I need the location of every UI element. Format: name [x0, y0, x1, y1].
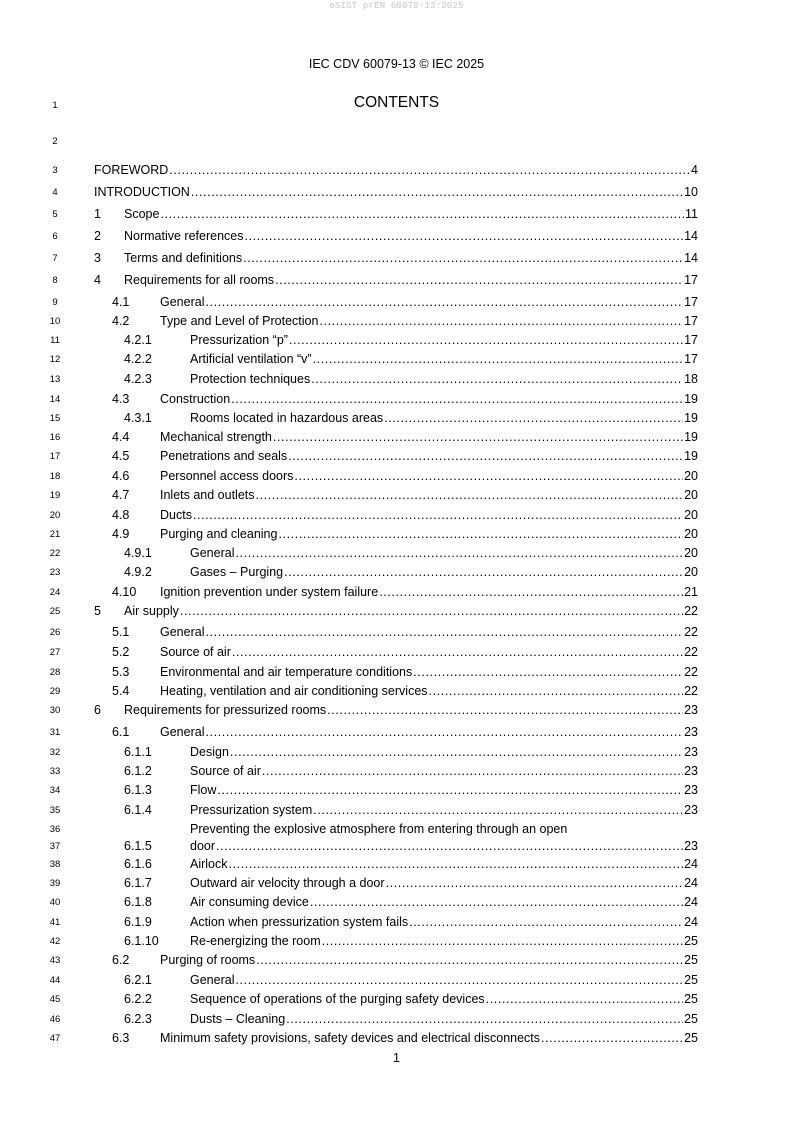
- line-number: 20: [49, 510, 61, 521]
- toc-entry-page: 20: [684, 469, 698, 483]
- dot-leader: [310, 894, 683, 910]
- toc-entry[interactable]: [94, 875, 698, 891]
- toc-entry-label: FOREWORD: [94, 163, 169, 177]
- toc-entry-page: 22: [684, 684, 698, 698]
- dot-leader: [319, 313, 683, 329]
- toc-entry-page: 22: [684, 604, 698, 618]
- toc-entry[interactable]: [94, 584, 698, 600]
- toc-entry-page: 23: [684, 839, 698, 853]
- toc-entry-label: Ignition prevention under system failure: [160, 585, 379, 599]
- toc-entry[interactable]: [94, 332, 698, 348]
- dot-leader: [216, 838, 683, 854]
- toc-entry-number: 3: [94, 251, 101, 265]
- toc-entry-page: 23: [684, 745, 698, 759]
- toc-entry-label: INTRODUCTION: [94, 185, 190, 199]
- line-number: 47: [49, 1033, 61, 1044]
- toc-entry-label: Gases – Purging: [190, 565, 284, 579]
- line-number: 45: [49, 994, 61, 1005]
- toc-entry-label: door: [190, 839, 216, 853]
- toc-entry-number: 6.1.10: [124, 934, 159, 948]
- toc-entry-page: 14: [684, 251, 698, 265]
- toc-entry-page: 20: [684, 527, 698, 541]
- toc-entry-label: Requirements for all rooms: [124, 273, 275, 287]
- dot-leader: [379, 584, 683, 600]
- toc-entry[interactable]: [94, 664, 698, 680]
- line-number: 25: [49, 606, 61, 617]
- toc-entry-label: Terms and definitions: [124, 251, 243, 265]
- line-number: 17: [49, 451, 61, 462]
- line-number: 22: [49, 548, 61, 559]
- dot-leader: [256, 487, 684, 503]
- toc-entry-page: 23: [684, 703, 698, 717]
- toc-entry-label: General: [160, 725, 205, 739]
- line-number: 1: [52, 100, 58, 111]
- toc-entry-number: 5.3: [112, 665, 130, 679]
- dot-leader: [160, 206, 684, 222]
- dot-leader: [429, 683, 684, 699]
- toc-entry-page: 23: [684, 725, 698, 739]
- toc-entry[interactable]: [94, 564, 698, 580]
- line-number: 29: [49, 686, 61, 697]
- toc-entry-number: 4.9.1: [124, 546, 152, 560]
- line-number: 44: [49, 975, 61, 986]
- dot-leader: [235, 545, 683, 561]
- toc-entry-number: 4: [94, 273, 101, 287]
- toc-entry-label: Protection techniques: [190, 372, 311, 386]
- line-number: 38: [49, 859, 61, 870]
- line-number: 8: [52, 275, 58, 286]
- dot-leader: [486, 991, 683, 1007]
- line-number: 39: [49, 878, 61, 889]
- toc-entry-number: 6.2.1: [124, 973, 152, 987]
- toc-entry[interactable]: [94, 972, 698, 988]
- line-number: 41: [49, 917, 61, 928]
- line-number: 15: [49, 413, 61, 424]
- line-number: 5: [52, 209, 58, 220]
- toc-entry[interactable]: [94, 526, 698, 542]
- line-number: 32: [49, 747, 61, 758]
- dot-leader: [273, 429, 683, 445]
- dot-leader: [294, 468, 683, 484]
- toc-entry-number: 6.3: [112, 1031, 130, 1045]
- toc-entry-page: 25: [684, 953, 698, 967]
- toc-entry-page: 22: [684, 665, 698, 679]
- line-number: 9: [52, 297, 58, 308]
- dot-leader: [384, 410, 683, 426]
- toc-entry[interactable]: [94, 952, 698, 968]
- toc-entry-number: 6.2: [112, 953, 130, 967]
- toc-entry-number: 6: [94, 703, 101, 717]
- toc-entry[interactable]: [94, 184, 698, 200]
- watermark: oSIST prEN 60079-13:2025: [329, 1, 464, 11]
- toc-entry-page: 17: [684, 333, 698, 347]
- toc-entry-number: 6.1.2: [124, 764, 152, 778]
- toc-entry[interactable]: [94, 507, 698, 523]
- toc-entry[interactable]: [94, 603, 698, 619]
- dot-leader: [169, 162, 690, 178]
- dot-leader: [386, 875, 684, 891]
- line-number: 31: [49, 727, 61, 738]
- toc-entry[interactable]: [94, 802, 698, 818]
- line-number: 26: [49, 627, 61, 638]
- line-number: 24: [49, 587, 61, 598]
- line-number: 46: [49, 1014, 61, 1025]
- toc-entry-label: Re-energizing the room: [190, 934, 321, 948]
- toc-entry-page: 20: [684, 546, 698, 560]
- page-title: CONTENTS: [353, 94, 440, 111]
- dot-leader: [289, 332, 683, 348]
- toc-entry[interactable]: [94, 644, 698, 660]
- toc-entry[interactable]: [94, 545, 698, 561]
- toc-entry-label: General: [160, 295, 205, 309]
- toc-entry-number: 4.2.2: [124, 352, 152, 366]
- line-number: 10: [49, 316, 61, 327]
- toc-entry-number: 6.1.7: [124, 876, 152, 890]
- dot-leader: [245, 228, 684, 244]
- toc-entry[interactable]: [94, 991, 698, 1007]
- line-number: 36: [49, 824, 61, 835]
- toc-entry-page: 25: [684, 973, 698, 987]
- toc-entry-page: 20: [684, 565, 698, 579]
- dot-leader: [217, 782, 683, 798]
- toc-entry[interactable]: [94, 1030, 698, 1046]
- dot-leader: [278, 526, 683, 542]
- toc-entry-number: 4.8: [112, 508, 130, 522]
- line-number: 23: [49, 567, 61, 578]
- toc-entry[interactable]: [94, 702, 698, 718]
- dot-leader: [230, 744, 683, 760]
- dot-leader: [231, 391, 683, 407]
- dot-leader: [235, 972, 683, 988]
- dot-leader: [327, 702, 683, 718]
- toc-entry[interactable]: [94, 782, 698, 798]
- line-number: 30: [49, 705, 61, 716]
- toc-entry-number: 6.1.1: [124, 745, 152, 759]
- line-number: 3: [52, 165, 58, 176]
- toc-entry[interactable]: [94, 914, 698, 930]
- toc-entry-number: 6.1.6: [124, 857, 152, 871]
- toc-entry-page: 17: [684, 352, 698, 366]
- toc-entry-number: 6.1.5: [124, 839, 152, 853]
- toc-entry-number: 4.9.2: [124, 565, 152, 579]
- toc-entry[interactable]: [94, 371, 698, 387]
- line-number: 6: [52, 231, 58, 242]
- line-number: 4: [52, 187, 58, 198]
- toc-entry-label: Normative references: [124, 229, 244, 243]
- toc-entry-page: 14: [684, 229, 698, 243]
- toc-entry-page: 19: [684, 430, 698, 444]
- toc-entry[interactable]: [94, 206, 698, 222]
- toc-entry-page: 25: [684, 1031, 698, 1045]
- toc-entry-label: Dusts – Cleaning: [190, 1012, 286, 1026]
- toc-entry[interactable]: [94, 294, 698, 310]
- toc-entry-number: 6.1.8: [124, 895, 152, 909]
- dot-leader: [229, 856, 684, 872]
- toc-entry-number: 4.2.1: [124, 333, 152, 347]
- dot-leader: [232, 644, 683, 660]
- line-number: 13: [49, 374, 61, 385]
- line-number: 2: [52, 136, 58, 147]
- toc-entry-page: 23: [684, 783, 698, 797]
- toc-entry-label: Purging and cleaning: [160, 527, 278, 541]
- toc-entry-number: 4.10: [112, 585, 137, 599]
- dot-leader: [541, 1030, 683, 1046]
- toc-entry-number: 4.3.1: [124, 411, 152, 425]
- toc-entry-label: General: [160, 625, 205, 639]
- toc-entry-label: Artificial ventilation “v”: [190, 352, 312, 366]
- toc-entry-number: 4.2.3: [124, 372, 152, 386]
- toc-entry-page: 24: [684, 857, 698, 871]
- toc-entry-page: 11: [685, 207, 698, 221]
- toc-entry-page: 20: [684, 488, 698, 502]
- toc-entry-page: 25: [684, 992, 698, 1006]
- dot-leader: [275, 272, 683, 288]
- toc-entry-label: Scope: [124, 207, 160, 221]
- dot-leader: [193, 507, 683, 523]
- line-number: 21: [49, 529, 61, 540]
- toc-entry-number: 4.6: [112, 469, 130, 483]
- page-number: 1: [393, 1051, 400, 1065]
- toc-entry-page: 23: [684, 764, 698, 778]
- toc-entry[interactable]: [94, 838, 698, 854]
- toc-entry[interactable]: [94, 228, 698, 244]
- toc-entry-label: Flow: [190, 783, 217, 797]
- toc-entry-label: Rooms located in hazardous areas: [190, 411, 384, 425]
- toc-entry-number: 4.2: [112, 314, 130, 328]
- toc-entry-label: Mechanical strength: [160, 430, 272, 444]
- toc-entry-number: 5.4: [112, 684, 130, 698]
- toc-entry-label: Pressurization “p”: [190, 333, 288, 347]
- toc-entry-number: 6.1.4: [124, 803, 152, 817]
- toc-entry[interactable]: [94, 410, 698, 426]
- toc-entry-number: 2: [94, 229, 101, 243]
- dot-leader: [191, 184, 683, 200]
- dot-leader: [313, 802, 683, 818]
- line-number: 34: [49, 785, 61, 796]
- toc-entry-label: Environmental and air temperature conditions: [160, 665, 413, 679]
- toc-entry-number: 6.2.3: [124, 1012, 152, 1026]
- line-number: 42: [49, 936, 61, 947]
- toc-entry-label: Personnel access doors: [160, 469, 294, 483]
- toc-entry[interactable]: [94, 894, 698, 910]
- toc-entry-number: 6.1.3: [124, 783, 152, 797]
- toc-entry-label: Air consuming device: [190, 895, 309, 909]
- dot-leader: [180, 603, 683, 619]
- line-number: 16: [49, 432, 61, 443]
- toc-entry-label: Airlock: [190, 857, 228, 871]
- line-number: 43: [49, 955, 61, 966]
- line-number: 7: [52, 253, 58, 264]
- toc-entry-page: 23: [684, 803, 698, 817]
- toc-entry-label: Penetrations and seals: [160, 449, 288, 463]
- dot-leader: [205, 624, 683, 640]
- toc-entry-label: Purging of rooms: [160, 953, 256, 967]
- toc-entry-wrapped-line: Preventing the explosive atmosphere from entering through an open: [190, 822, 568, 836]
- toc-entry[interactable]: [94, 1011, 698, 1027]
- toc-entry-label: General: [190, 973, 235, 987]
- toc-entry-number: 6.1: [112, 725, 130, 739]
- toc-entry[interactable]: [94, 313, 698, 329]
- toc-entry-label: Sequence of operations of the purging safety devices: [190, 992, 485, 1006]
- toc-entry-number: 5: [94, 604, 101, 618]
- toc-entry-label: Ducts: [160, 508, 192, 522]
- toc-entry-page: 24: [684, 895, 698, 909]
- toc-entry[interactable]: [94, 448, 698, 464]
- toc-entry-page: 22: [684, 625, 698, 639]
- toc-entry-number: 1: [94, 207, 101, 221]
- line-number: 11: [50, 335, 60, 346]
- dot-leader: [311, 371, 683, 387]
- toc-entry[interactable]: [94, 683, 698, 699]
- toc-entry-number: 5.2: [112, 645, 130, 659]
- line-number: 18: [49, 471, 61, 482]
- toc-entry[interactable]: [94, 856, 698, 872]
- toc-entry-page: 17: [684, 273, 698, 287]
- toc-entry-page: 24: [684, 915, 698, 929]
- toc-entry-page: 25: [684, 934, 698, 948]
- toc-entry-page: 17: [684, 314, 698, 328]
- toc-entry-label: General: [190, 546, 235, 560]
- toc-entry-label: Action when pressurization system fails: [190, 915, 409, 929]
- line-number: 40: [49, 897, 61, 908]
- toc-entry-number: 4.5: [112, 449, 130, 463]
- document-header: IEC CDV 60079-13 © IEC 2025: [308, 57, 485, 71]
- line-number: 12: [49, 354, 61, 365]
- toc-entry-label: Source of air: [190, 764, 261, 778]
- dot-leader: [284, 564, 683, 580]
- dot-leader: [205, 724, 683, 740]
- toc-entry-number: 4.1: [112, 295, 130, 309]
- toc-entry[interactable]: [94, 391, 698, 407]
- toc-entry[interactable]: [94, 724, 698, 740]
- toc-entry[interactable]: [94, 763, 698, 779]
- toc-entry-page: 22: [684, 645, 698, 659]
- dot-leader: [288, 448, 683, 464]
- toc-entry-page: 10: [684, 185, 698, 199]
- toc-entry[interactable]: [94, 250, 698, 266]
- toc-entry[interactable]: [94, 933, 698, 949]
- toc-entry-label: Minimum safety provisions, safety devices and electrical disconnects: [160, 1031, 541, 1045]
- toc-entry[interactable]: [94, 468, 698, 484]
- toc-entry-number: 6.2.2: [124, 992, 152, 1006]
- toc-entry-label: Outward air velocity through a door: [190, 876, 385, 890]
- toc-entry-label: Requirements for pressurized rooms: [124, 703, 327, 717]
- toc-entry-page: 19: [684, 449, 698, 463]
- toc-entry-page: 18: [684, 372, 698, 386]
- line-number: 37: [49, 841, 61, 852]
- dot-leader: [286, 1011, 683, 1027]
- dot-leader: [256, 952, 683, 968]
- toc-entry[interactable]: [94, 429, 698, 445]
- toc-entry-page: 17: [684, 295, 698, 309]
- line-number: 33: [49, 766, 61, 777]
- dot-leader: [413, 664, 683, 680]
- toc-entry-page: 4: [691, 163, 698, 177]
- toc-entry[interactable]: [94, 744, 698, 760]
- toc-entry-page: 20: [684, 508, 698, 522]
- toc-entry-number: 5.1: [112, 625, 130, 639]
- line-number: 19: [49, 490, 61, 501]
- line-number: 27: [49, 647, 61, 658]
- toc-entry-page: 21: [684, 585, 698, 599]
- dot-leader: [262, 763, 683, 779]
- toc-entry[interactable]: [94, 487, 698, 503]
- toc-entry-number: 4.3: [112, 392, 130, 406]
- toc-entry-number: 4.4: [112, 430, 130, 444]
- toc-entry-label: Inlets and outlets: [160, 488, 255, 502]
- line-number: 28: [49, 667, 61, 678]
- toc-entry-label: Construction: [160, 392, 231, 406]
- dot-leader: [313, 351, 684, 367]
- toc-entry-number: 4.7: [112, 488, 130, 502]
- dot-leader: [322, 933, 683, 949]
- toc-entry[interactable]: [94, 272, 698, 288]
- toc-entry-page: 19: [684, 411, 698, 425]
- toc-entry-number: 4.9: [112, 527, 130, 541]
- toc-entry-page: 25: [684, 1012, 698, 1026]
- toc-entry-label: Heating, ventilation and air conditioning services: [160, 684, 428, 698]
- toc-entry-number: 6.1.9: [124, 915, 152, 929]
- toc-entry-page: 24: [684, 876, 698, 890]
- toc-entry-label: Design: [190, 745, 229, 759]
- dot-leader: [205, 294, 683, 310]
- line-number: 14: [49, 394, 61, 405]
- toc-entry-label: Air supply: [124, 604, 179, 618]
- dot-leader: [243, 250, 683, 266]
- toc-entry-label: Type and Level of Protection: [160, 314, 319, 328]
- toc-entry[interactable]: [94, 351, 698, 367]
- toc-entry-page: 19: [684, 392, 698, 406]
- toc-entry-label: Source of air: [160, 645, 231, 659]
- line-number: 35: [49, 805, 61, 816]
- toc-entry-label: Pressurization system: [190, 803, 313, 817]
- toc-entry[interactable]: [94, 162, 698, 178]
- dot-leader: [409, 914, 683, 930]
- toc-entry[interactable]: [94, 624, 698, 640]
